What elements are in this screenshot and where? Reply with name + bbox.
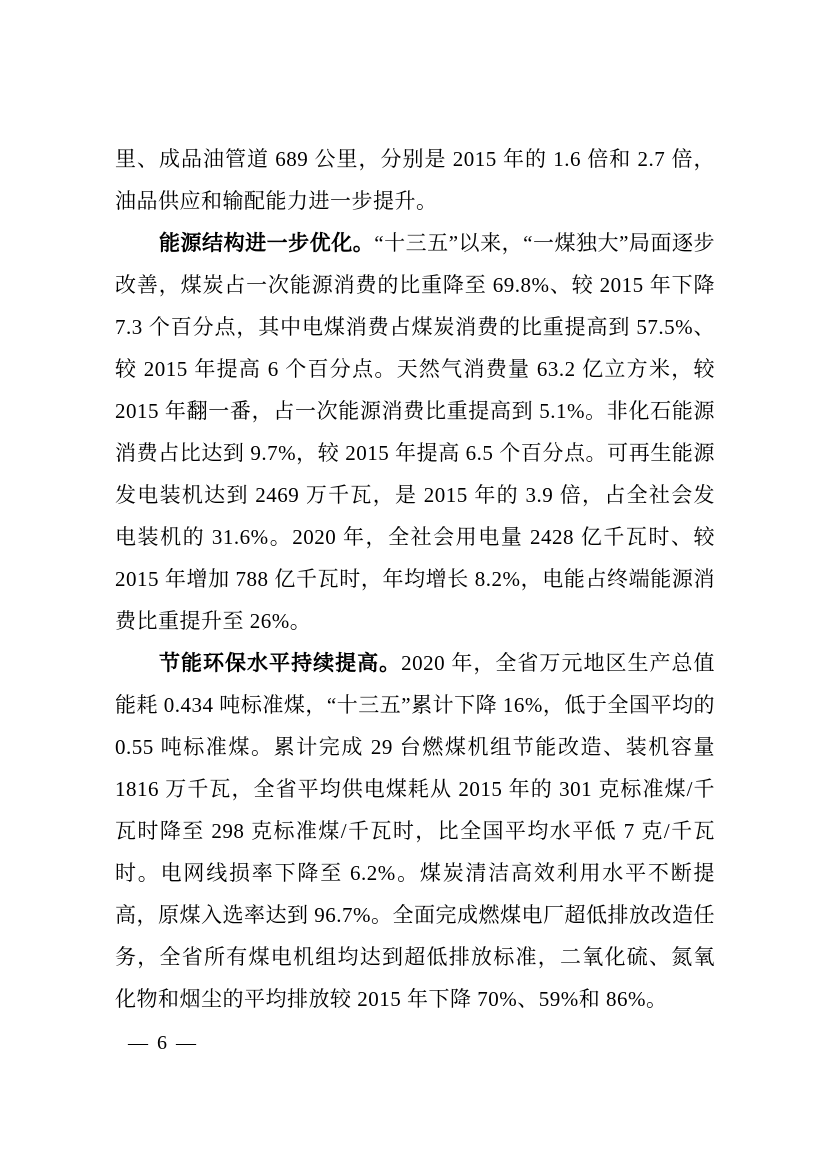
paragraph-text: 里、成品油管道 689 公里，分别是 2015 年的 1.6 倍和 2.7 倍，油品供应和输配能力进一步提升。 bbox=[115, 147, 715, 213]
paragraph-text: “十三五”以来，“一煤独大”局面逐步改善，煤炭占一次能源消费的比重降至 69.8%、较 2015 年下降 7.3 个百分点，其中电煤消费占煤炭消费的比重提高到 57.5%、较 2015 年提高 6 个百分点。天然气消费量 63.2 亿立方米，较 2015 年翻一番，占一次能源消费比重提高到 5.1%。非化石能源消费占比达到 9.7%，较 2015 年提高 6.5 个百分点。可再生能源发电装机达到 2469 万千瓦，是 2015 年的 3.9 倍，占全社会发电装机的 31.6%。2020 年，全社会用电量 2428 亿千瓦时、较 2015 年增加 788 亿千瓦时，年均增长 8.2%，电能占终端能源消费比重提升至 26%。 bbox=[115, 231, 715, 633]
paragraph bbox=[115, 222, 715, 642]
paragraph-lead: 节能环保水平持续提高。 bbox=[159, 651, 402, 675]
paragraph-lead: 能源结构进一步优化。 bbox=[159, 231, 375, 255]
page-number: — 6 — bbox=[128, 1032, 198, 1054]
paragraph-text: 2020 年，全省万元地区生产总值能耗 0.434 吨标准煤，“十三五”累计下降 16%，低于全国平均的 0.55 吨标准煤。累计完成 29 台燃煤机组节能改造、装机容量 1816 万千瓦，全省平均供电煤耗从 2015 年的 301 克标准煤/千瓦时降至 298 克标准煤/千瓦时，比全国平均水平低 7 克/千瓦时。电网线损率下降至 6.2%。煤炭清洁高效利用水平不断提高，原煤入选率达到 96.7%。全面完成燃煤电厂超低排放改造任务，全省所有煤电机组均达到超低排放标准，二氧化硫、氮氧化物和烟尘的平均排放较 2015 年下降 70%、59%和 86%。 bbox=[115, 651, 716, 1011]
document-body bbox=[115, 138, 715, 1020]
paragraph bbox=[115, 642, 715, 1020]
paragraph bbox=[115, 138, 715, 222]
